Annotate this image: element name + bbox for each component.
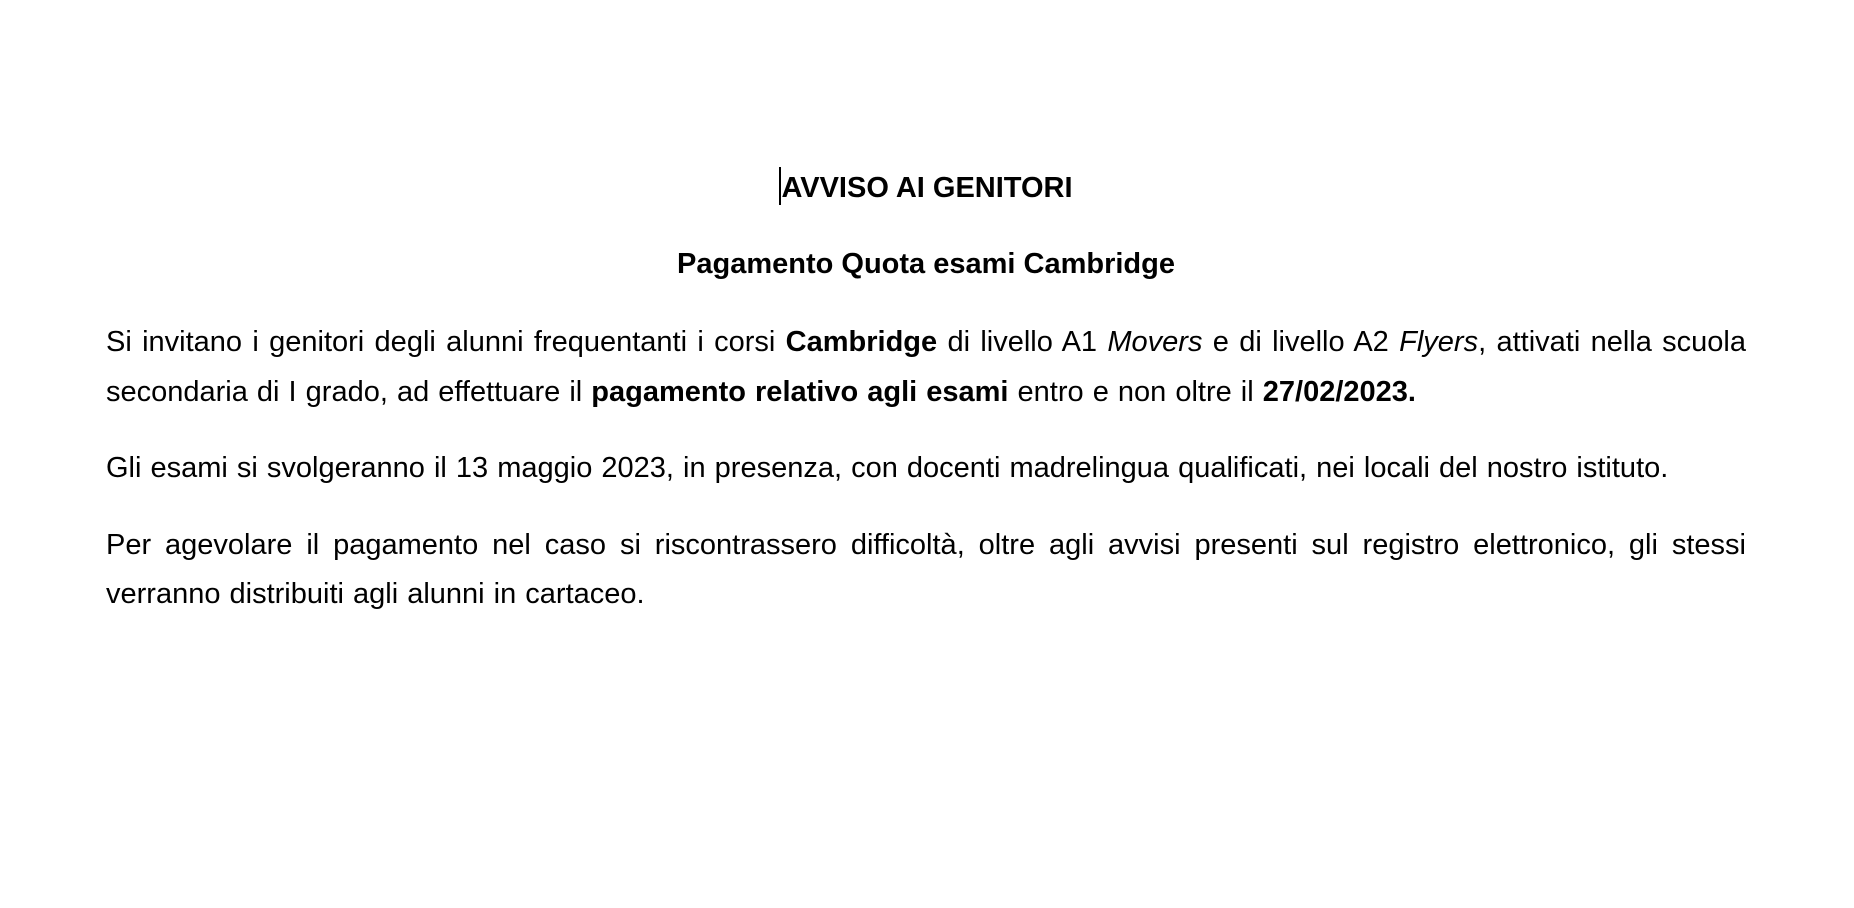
p1-bold-cambridge: Cambridge (785, 326, 938, 358)
p1-bold-deadline: 27/02/2023. (1262, 375, 1416, 408)
title-text: AVVISO AI GENITORI (781, 172, 1073, 204)
p1-text-1: Si invitano i genitori degli alunni frequentanti i corsi (106, 326, 786, 358)
paragraph-distribution: Per agevolare il pagamento nel caso si riscontrassero difficoltà, oltre agli avvisi presenti sul registro elettronico, gli stessi verranno distribuiti agli alunni in cartaceo. (106, 528, 1746, 610)
document-page (106, 166, 1746, 647)
paragraph-exam-date: Gli esami si svolgeranno il 13 maggio 2023, in presenza, con docenti madrelingua qualificati, nei locali del nostro istituto. (106, 452, 1669, 484)
p1-italic-flyers: Flyers (1399, 326, 1479, 358)
document-subtitle: Pagamento Quota esami Cambridge (677, 248, 1175, 280)
p1-text-4: , attivati nella scuola secondaria di I grado, ad effettuare il (106, 326, 1747, 408)
document-title (106, 166, 1746, 210)
p1-bold-payment: pagamento relativo agli esami (591, 375, 1009, 408)
p1-text-3: e di livello A2 (1202, 326, 1400, 358)
paragraph-payment (106, 318, 1746, 417)
p1-text-2: di livello A1 (937, 326, 1108, 358)
p1-italic-movers: Movers (1107, 326, 1203, 358)
p1-text-5: entro e non oltre il (1008, 375, 1263, 408)
